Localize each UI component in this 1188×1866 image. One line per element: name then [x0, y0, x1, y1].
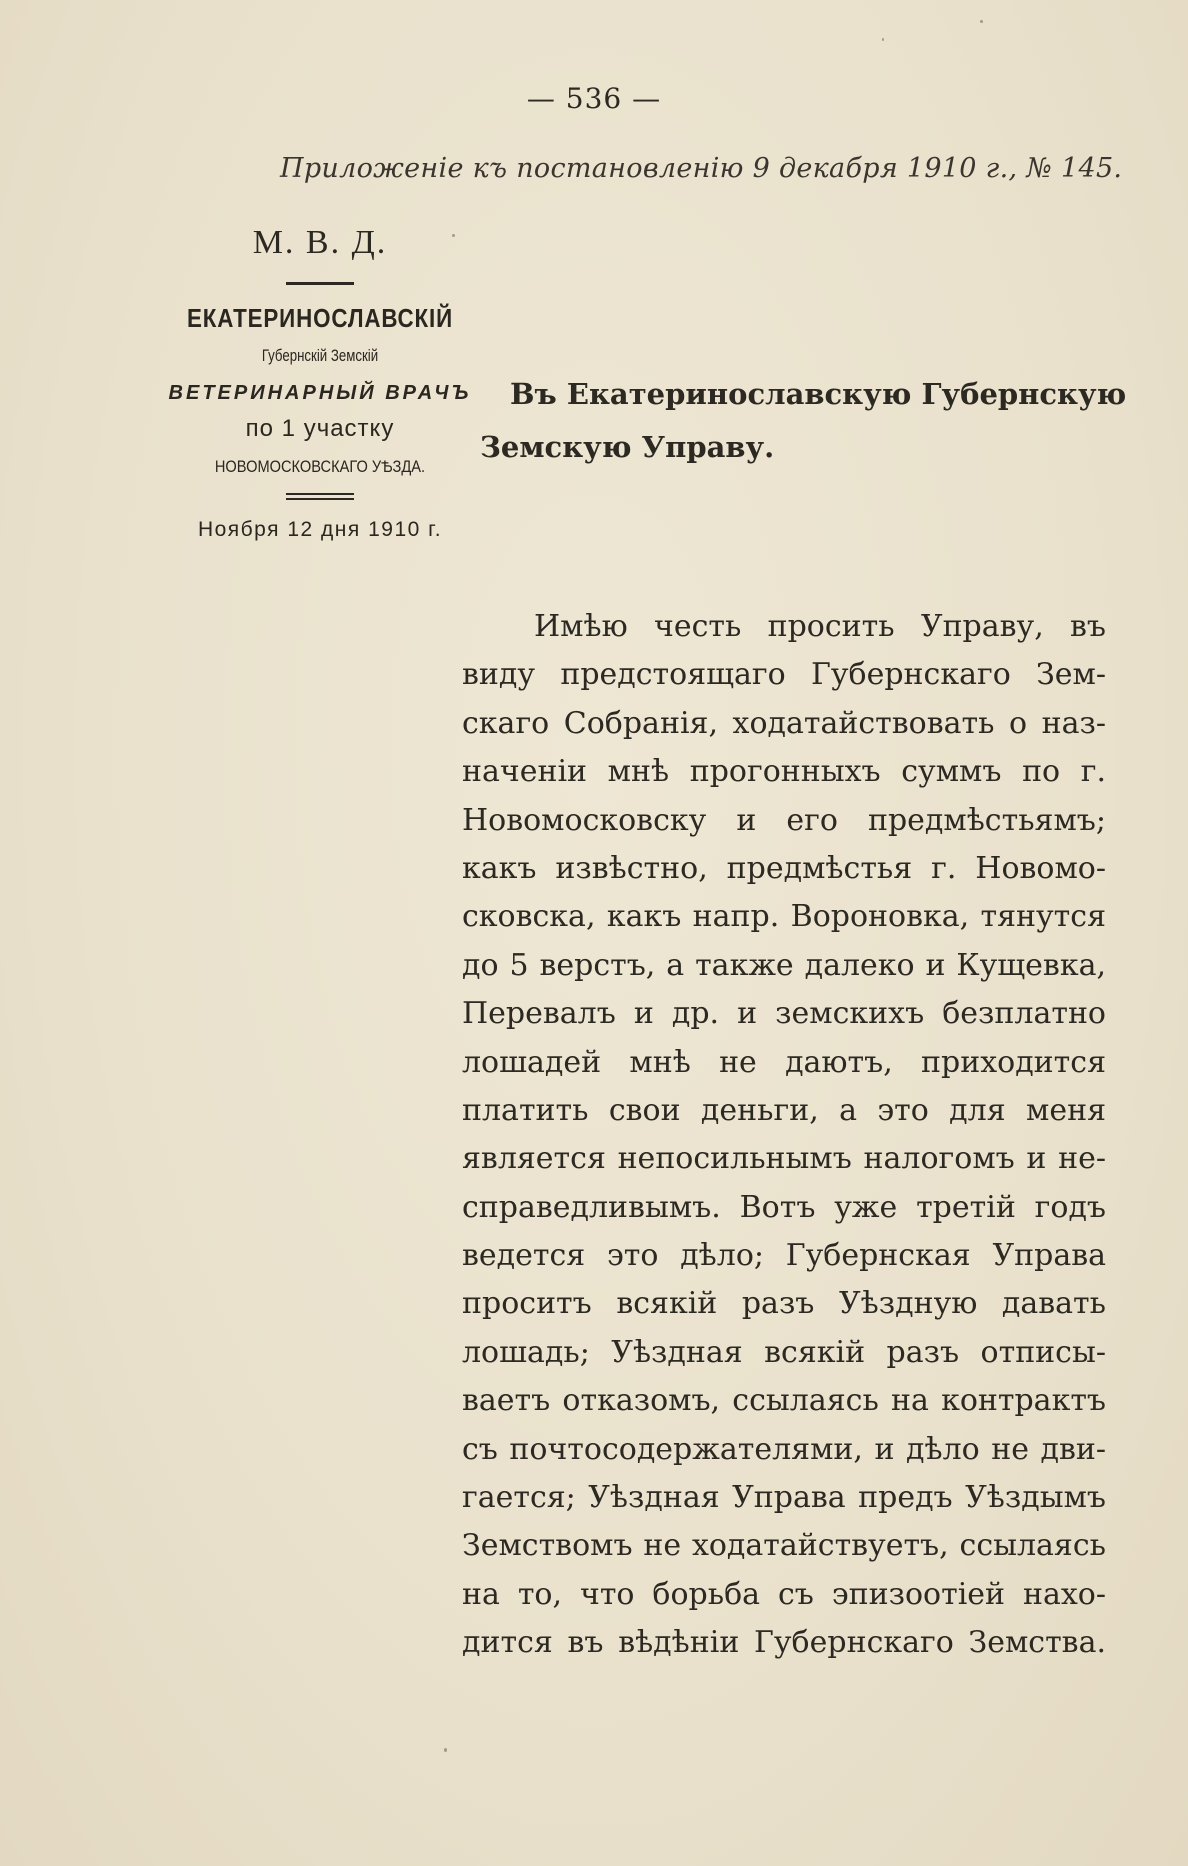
district-label: по 1 участку — [245, 415, 395, 442]
body-line: ваетъ отказомъ, ссылаясь на контрактъ — [462, 1383, 1106, 1419]
body-line: ведется это дѣло; Губернская Управа — [462, 1238, 1106, 1274]
institution-subtitle: Губернскій Земскій — [261, 346, 379, 365]
body-line: является непосильнымъ налогомъ и не- — [462, 1141, 1106, 1177]
letter-body — [462, 603, 1106, 1668]
letterhead — [150, 220, 490, 542]
body-line: до 5 верстъ, а также далеко и Кущевка, — [462, 947, 1106, 983]
letterhead-rule — [286, 282, 354, 285]
letterhead-double-rule — [286, 493, 354, 500]
body-line: гается; Уѣздная Управа предъ Уѣздымъ — [462, 1480, 1106, 1516]
paper-speck — [444, 1748, 447, 1752]
body-line: сковска, какъ напр. Вороновка, тянутся — [462, 899, 1106, 935]
body-line: лошадей мнѣ не даютъ, приходится — [462, 1044, 1106, 1080]
body-line: дится въ вѣдѣніи Губернскаго Земства. — [462, 1625, 1106, 1661]
body-line: наченіи мнѣ прогонныхъ суммъ по г. — [462, 754, 1106, 790]
body-line: на то, что борьба съ эпизоотіей нахо- — [462, 1576, 1106, 1612]
body-line: проситъ всякій разъ Уѣздную давать — [462, 1286, 1106, 1322]
letter-date: Ноября 12 дня 1910 г. — [197, 518, 443, 541]
position-title: ВЕТЕРИНАРНЫЙ ВРАЧЪ — [168, 382, 472, 404]
body-line: съ почтосодержателями, и дѣло не дви- — [462, 1431, 1106, 1467]
body-line: виду предстоящаго Губернскаго Зем- — [462, 657, 1106, 693]
body-line: Новомосковску и его предмѣстьямъ; — [462, 802, 1106, 838]
paper-speck — [452, 234, 455, 237]
addressee-line-2: Земскую Управу. — [480, 430, 775, 464]
uezd-label: НОВОМОСКОВСКАГО УѢЗДА. — [214, 457, 426, 476]
body-line: какъ извѣстно, предмѣстья г. Новомо- — [462, 850, 1106, 886]
body-line: лошадь; Уѣздная всякій разъ отписы- — [462, 1334, 1106, 1370]
addressee — [480, 368, 1140, 474]
body-line: Перевалъ и др. и земскихъ безплатно — [462, 996, 1106, 1032]
body-line: Имѣю честь просить Управу, въ — [534, 609, 1106, 644]
institution-name: ЕКАТЕРИНОСЛАВСКІЙ — [186, 303, 454, 333]
paper-speck — [882, 38, 884, 41]
appendix-note: Приложеніе къ постановленію 9 декабря 1910 г., № 145. — [280, 153, 1123, 184]
body-line: справедливымъ. Вотъ уже третій годъ — [462, 1189, 1106, 1225]
paper-speck — [980, 20, 983, 23]
addressee-line-1: Въ Екатеринославскую Губернскую — [510, 377, 1127, 411]
body-line: скаго Собранія, ходатайствовать о наз- — [462, 705, 1106, 741]
ministry-abbreviation: М. В. Д. — [252, 224, 388, 261]
body-line: Земствомъ не ходатайствуетъ, ссылаясь — [462, 1528, 1106, 1564]
body-line: платить свои деньги, а это для меня — [462, 1092, 1106, 1128]
page-number: — 536 — — [526, 82, 662, 115]
